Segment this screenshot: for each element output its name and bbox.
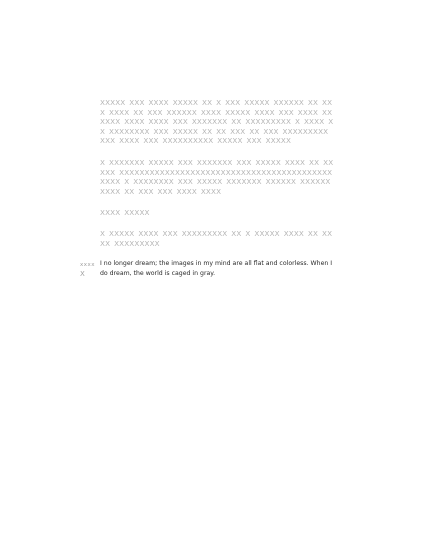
note-marker-x: X (80, 270, 86, 278)
redacted-paragraph-4: X XXXXX XXXX XXX XXXXXXXXX XX X XXXXX XXXX XX XXXX XXXXXXXXX (100, 229, 333, 248)
note-text: I no longer dream; the images in my mind are all flat and colorless. When I do dream, the world is caged in gray. (100, 260, 333, 277)
note-marker (80, 261, 96, 279)
note-marker-label: xxxx (80, 262, 96, 268)
redacted-paragraph-1: XXXXX XXX XXXX XXXXX XX X XXX XXXXX XXXXXX XX XXX XXXX XX XXX XXXXXX XXXX XXXXX XXXX XXX XXXX XXXXXX XXXX XXXX XXX XXXXXXX XX XXXXXXXXX X XXXX XX XXXXXXXX XXX XXXXX XX XX XXX XX XXX XXXXXXXXX XXX XXXX XXX XXXXXXXXXX XXXXX XXX XXXXX (100, 98, 334, 146)
redacted-paragraph-3: XXXX XXXXX (100, 208, 150, 217)
redacted-paragraph-2: X XXXXXXX XXXXX XXX XXXXXXX XXX XXXXX XXXX XX XXXXX XXXXXXXXXXXXXXXXXXXXXXXXXXXXXXXXXXXXXXXXXXXXXX X XXXXXXXX XXX XXXXX XXXXXXX XXXXXX XXXXXXXXXX XX XXX XXX XXXX XXXX (100, 158, 334, 196)
